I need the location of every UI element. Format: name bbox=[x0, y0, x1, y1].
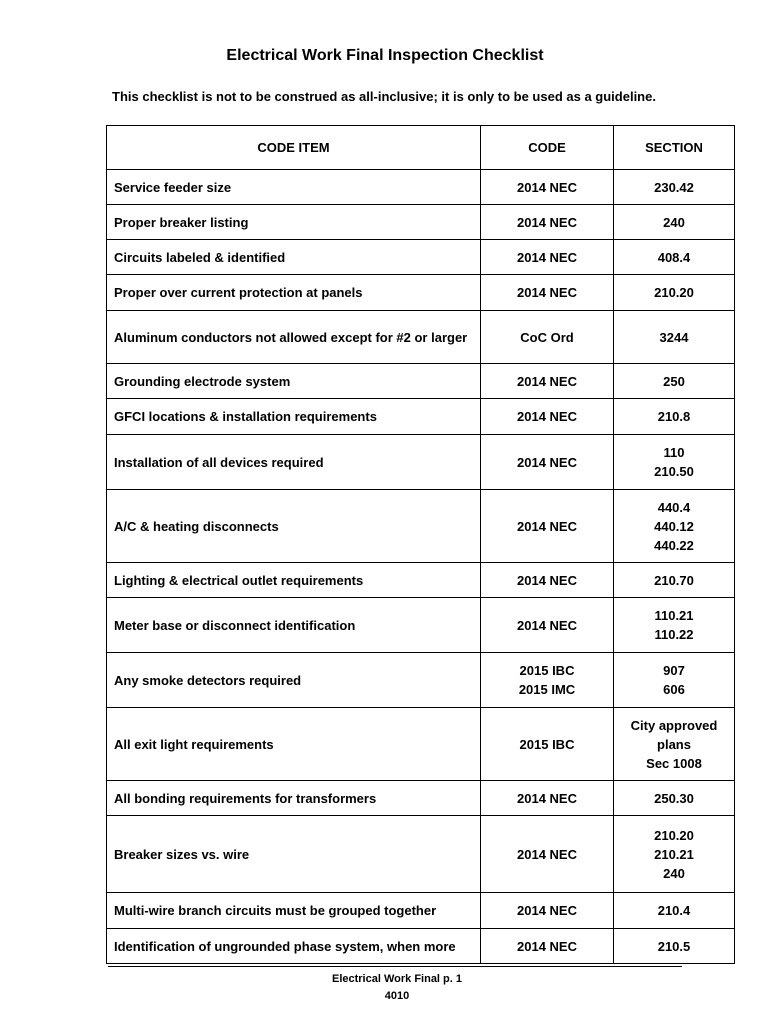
code-item-cell: Identification of ungrounded phase system, when more bbox=[107, 929, 481, 964]
header-code-item: CODE ITEM bbox=[107, 126, 481, 170]
code-value: 2014 NEC bbox=[517, 938, 577, 954]
code-cell bbox=[481, 563, 614, 598]
code-value: 2015 IBC bbox=[519, 663, 575, 678]
code-item-cell: Any smoke detectors required bbox=[107, 653, 481, 708]
code-value: 2014 NEC bbox=[517, 214, 577, 230]
code-cell bbox=[481, 708, 614, 781]
code-cell bbox=[481, 816, 614, 893]
code-cell bbox=[481, 653, 614, 708]
section-cell bbox=[614, 205, 735, 240]
page-title: Electrical Work Final Inspection Checklist bbox=[226, 47, 544, 64]
code-item-cell: Proper over current protection at panels bbox=[107, 275, 481, 311]
table-row bbox=[107, 816, 735, 893]
header-code: CODE bbox=[481, 126, 614, 170]
section-value: 606 bbox=[663, 682, 685, 697]
code-item-cell: Circuits labeled & identified bbox=[107, 240, 481, 275]
table-row bbox=[107, 893, 735, 929]
code-value: 2014 NEC bbox=[517, 903, 577, 918]
code-value: 2015 IMC bbox=[518, 682, 576, 697]
section-cell bbox=[614, 435, 735, 490]
section-value: 240 bbox=[663, 865, 685, 881]
section-cell bbox=[614, 563, 735, 598]
code-value: 2014 NEC bbox=[517, 454, 577, 470]
inspection-checklist-table bbox=[106, 125, 735, 964]
table-row bbox=[107, 311, 735, 364]
code-cell bbox=[481, 598, 614, 653]
code-item-cell: Meter base or disconnect identification bbox=[107, 598, 481, 653]
section-cell bbox=[614, 311, 735, 364]
code-cell bbox=[481, 781, 614, 816]
table-row bbox=[107, 708, 735, 781]
code-cell bbox=[481, 929, 614, 964]
code-item-cell: All exit light requirements bbox=[107, 708, 481, 781]
section-cell bbox=[614, 598, 735, 653]
code-item-cell: Multi-wire branch circuits must be grouped together bbox=[107, 893, 481, 929]
section-value: 408.4 bbox=[657, 249, 691, 265]
section-value: 250 bbox=[663, 373, 685, 389]
table-header-row bbox=[107, 126, 735, 170]
code-value: 2014 NEC bbox=[517, 409, 577, 424]
table-row bbox=[107, 399, 735, 435]
section-cell bbox=[614, 708, 735, 781]
code-value: 2014 NEC bbox=[517, 285, 577, 300]
section-value: 210.8 bbox=[657, 409, 691, 424]
code-value: CoC Ord bbox=[520, 329, 574, 345]
code-cell bbox=[481, 435, 614, 490]
code-value: 2014 NEC bbox=[517, 179, 577, 195]
section-cell bbox=[614, 170, 735, 205]
code-item-cell: A/C & heating disconnects bbox=[107, 490, 481, 563]
section-value: 210.70 bbox=[654, 572, 694, 588]
section-cell bbox=[614, 653, 735, 708]
section-value: 440.4 bbox=[657, 499, 691, 515]
section-value: 440.22 bbox=[654, 537, 694, 553]
section-value: 250.30 bbox=[654, 790, 694, 806]
table-row bbox=[107, 653, 735, 708]
section-cell bbox=[614, 490, 735, 563]
footer-form-number: 4010 bbox=[384, 990, 410, 1002]
code-value: 2014 NEC bbox=[517, 790, 577, 806]
code-item-cell: Aluminum conductors not allowed except for #2 or larger bbox=[107, 311, 481, 364]
section-cell bbox=[614, 364, 735, 399]
disclaimer-text: This checklist is not to be construed as all-inclusive; it is only to be used as a guideline. bbox=[112, 89, 656, 104]
table-row bbox=[107, 240, 735, 275]
section-value: 110 bbox=[663, 445, 685, 460]
section-value: Sec 1008 bbox=[646, 755, 702, 771]
section-cell bbox=[614, 929, 735, 964]
code-cell bbox=[481, 311, 614, 364]
code-item-cell: All bonding requirements for transformers bbox=[107, 781, 481, 816]
code-value: 2014 NEC bbox=[517, 846, 577, 862]
section-value: 110.21 bbox=[654, 608, 694, 623]
code-item-cell: Grounding electrode system bbox=[107, 364, 481, 399]
code-value: 2015 IBC bbox=[519, 736, 575, 752]
table-row bbox=[107, 364, 735, 399]
table-row bbox=[107, 170, 735, 205]
code-cell bbox=[481, 275, 614, 311]
code-item-cell: Proper breaker listing bbox=[107, 205, 481, 240]
footer-page-label: Electrical Work Final p. 1 bbox=[331, 973, 462, 985]
table-row bbox=[107, 205, 735, 240]
footer-divider bbox=[108, 966, 682, 967]
section-cell bbox=[614, 240, 735, 275]
section-value: 210.4 bbox=[657, 903, 691, 918]
header-section: SECTION bbox=[614, 126, 735, 170]
section-value: 210.20 bbox=[654, 827, 694, 843]
table-row bbox=[107, 598, 735, 653]
page-footer bbox=[0, 971, 770, 1005]
section-cell bbox=[614, 275, 735, 311]
section-value: 907 bbox=[663, 663, 685, 678]
code-cell bbox=[481, 364, 614, 399]
code-value: 2014 NEC bbox=[517, 617, 577, 633]
table-row bbox=[107, 275, 735, 311]
table-row bbox=[107, 781, 735, 816]
section-value: 110.22 bbox=[654, 627, 694, 642]
section-value: 440.12 bbox=[654, 518, 694, 534]
code-cell bbox=[481, 490, 614, 563]
section-cell bbox=[614, 893, 735, 929]
code-value: 2014 NEC bbox=[517, 572, 577, 588]
section-value: 240 bbox=[663, 214, 685, 230]
table-row bbox=[107, 563, 735, 598]
code-cell bbox=[481, 893, 614, 929]
section-value: 210.5 bbox=[657, 938, 691, 954]
section-value: City approved bbox=[630, 717, 718, 733]
code-cell bbox=[481, 205, 614, 240]
section-value: 230.42 bbox=[654, 179, 694, 195]
code-cell bbox=[481, 240, 614, 275]
code-cell bbox=[481, 399, 614, 435]
code-value: 2014 NEC bbox=[517, 249, 577, 265]
section-cell bbox=[614, 399, 735, 435]
section-value: plans bbox=[657, 736, 691, 752]
code-item-cell: Lighting & electrical outlet requirements bbox=[107, 563, 481, 598]
table-row bbox=[107, 435, 735, 490]
code-cell bbox=[481, 170, 614, 205]
section-cell bbox=[614, 816, 735, 893]
code-value: 2014 NEC bbox=[517, 373, 577, 389]
section-value: 3244 bbox=[659, 329, 689, 345]
code-item-cell: Installation of all devices required bbox=[107, 435, 481, 490]
section-value: 210.20 bbox=[654, 285, 694, 300]
code-item-cell: Service feeder size bbox=[107, 170, 481, 205]
code-item-cell: Breaker sizes vs. wire bbox=[107, 816, 481, 893]
section-value: 210.21 bbox=[654, 846, 694, 862]
table-row bbox=[107, 929, 735, 964]
code-value: 2014 NEC bbox=[517, 518, 577, 534]
table-row bbox=[107, 490, 735, 563]
code-item-cell: GFCI locations & installation requirements bbox=[107, 399, 481, 435]
section-value: 210.50 bbox=[654, 464, 694, 479]
section-cell bbox=[614, 781, 735, 816]
